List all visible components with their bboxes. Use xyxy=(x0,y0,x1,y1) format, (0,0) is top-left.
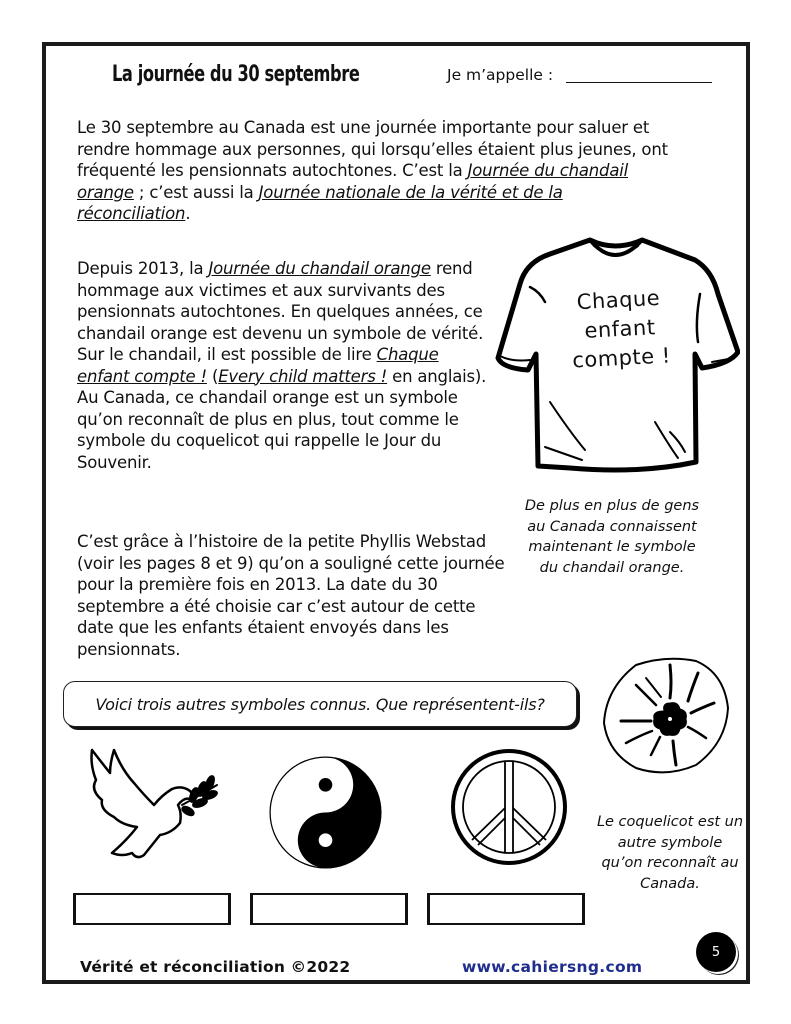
answer-box-yin-yang[interactable] xyxy=(250,893,408,925)
intro-text: . xyxy=(185,204,191,223)
paragraph-text: en anglais). Au Canada, ce chandail orange est un symbole qu’on reconnaît de plus en plus, tout comme le symbole du coquelicot qui rappelle le Jour du Souvenir. xyxy=(77,366,487,472)
answer-box-peace[interactable] xyxy=(427,893,585,925)
paragraph-text: Depuis 2013, la xyxy=(77,259,209,278)
poppy-caption: Le coquelicot est un autre symbole qu’on reconnaît au Canada. xyxy=(596,814,744,892)
yin-yang-icon xyxy=(268,755,383,870)
poppy-icon xyxy=(596,653,736,778)
shirt-slogan xyxy=(558,283,682,376)
intro-text: ; c’est aussi la xyxy=(133,182,259,202)
name-label: Je m’appelle : xyxy=(447,66,554,84)
orange-shirt-day-term: Journée du chandail orange xyxy=(77,161,628,202)
every-child-counts-term: Chaque enfant compte ! xyxy=(77,345,439,386)
answer-box-dove[interactable] xyxy=(73,893,231,925)
intro-text: Le 30 septembre au Canada est une journée importante pour saluer et rendre hommage aux personnes, qui lorsqu’elles étaient plus jeunes, ont fréquenté les pensionnats autochtones. C’est la xyxy=(77,118,668,180)
page-number-badge: 5 xyxy=(696,932,736,972)
footer-copyright: Vérité et réconciliation ©2022 xyxy=(80,958,351,976)
shirt-slogan-line: compte ! xyxy=(571,343,672,373)
name-field[interactable] xyxy=(566,82,712,83)
history-paragraph xyxy=(77,258,487,473)
truth-reconciliation-day-term: Journée nationale de la vérité et de la réconciliation xyxy=(77,182,563,223)
peace-sign-icon xyxy=(450,748,568,866)
paragraph-text: rend hommage aux victimes et aux survivants des pensionnats autochtones. En quelques années, ce chandail orange est devenu un symbole de vérité. Sur le chandail, il est possible de lire xyxy=(77,259,484,364)
shirt-slogan-line: Chaque xyxy=(576,285,661,315)
page-title: La journée du 30 septembre xyxy=(112,62,360,87)
phyllis-paragraph: C’est grâce à l’histoire de la petite Phyllis Webstad (voir les pages 8 et 9) qu’on a souligné cette journée pour la première fois en 2013. La date du 30 septembre a été choisie car c’est autour de cette date que les enfants étaient envoyés dans les pensionnats. xyxy=(77,532,505,659)
intro-paragraph xyxy=(77,117,677,225)
footer-website-link[interactable]: www.cahiersng.com xyxy=(462,958,643,976)
paragraph-text: ( xyxy=(206,366,219,386)
every-child-matters-term: Every child matters ! xyxy=(218,366,388,386)
dove-icon xyxy=(82,745,222,875)
shirt-slogan-line: enfant xyxy=(583,315,657,343)
orange-shirt-day-term: Journée du chandail orange xyxy=(208,259,431,278)
question-prompt-box xyxy=(63,681,577,727)
shirt-caption: De plus en plus de gens au Canada connaissent maintenant le symbole du chandail orange. xyxy=(524,498,700,576)
question-prompt: Voici trois autres symboles connus. Que représentent-ils? xyxy=(95,694,545,714)
